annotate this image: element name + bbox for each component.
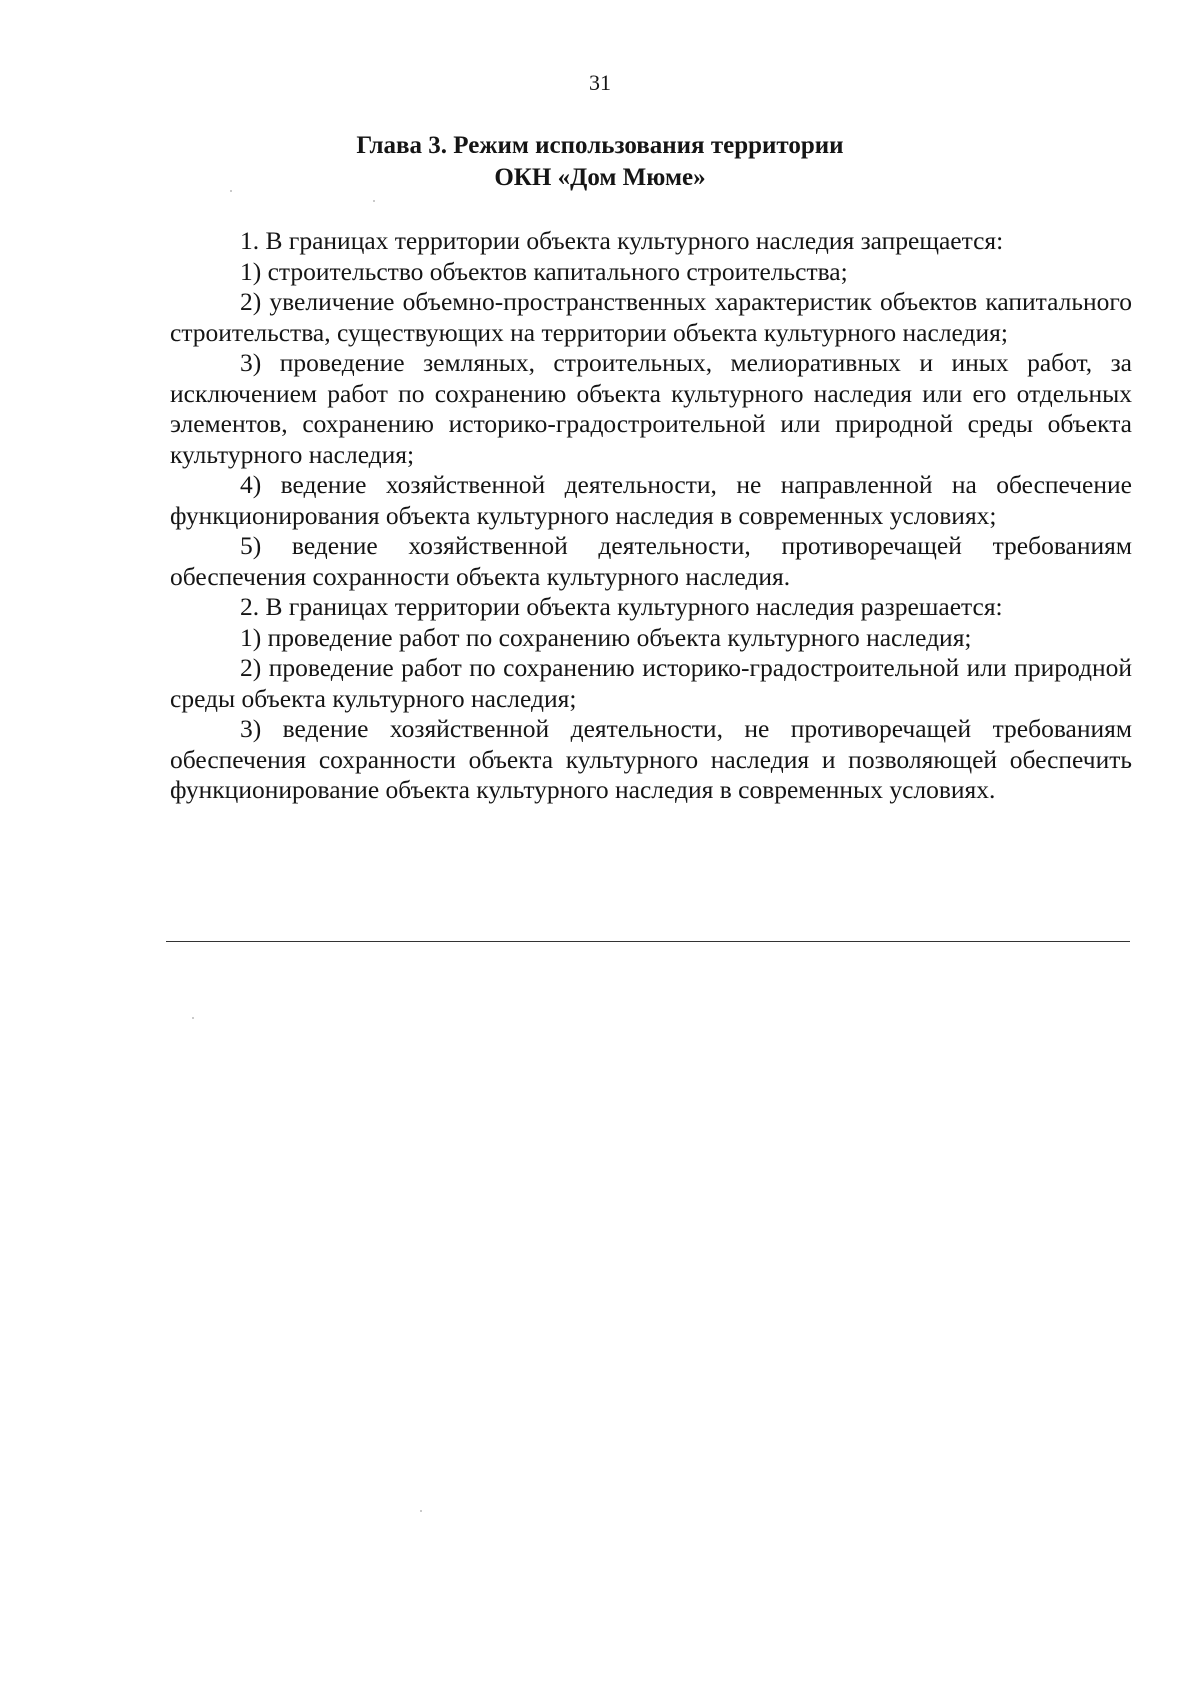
page-number: 31 (589, 70, 611, 95)
paragraph-allowed-intro: 2. В границах территории объекта культурного наследия разрешается: (240, 592, 1003, 621)
paragraph-prohibited-item-1: 1) строительство объектов капитального строительства; (240, 256, 848, 286)
paragraph-allowed-item-3: 3) ведение хозяйственной деятельности, не противоречащей требованиям обеспечения сохранности объекта культурного наследия и позволяющей обеспечить функционирование объекта культурного наследия в современных условиях. (170, 714, 1132, 804)
chapter-title-line-1: Глава 3. Режим использования территории (356, 132, 844, 159)
chapter-title-line-2: ОКН «Дом Мюме» (494, 164, 706, 191)
body-text (170, 226, 1132, 806)
paragraph-allowed-item-1: 1) проведение работ по сохранению объекта культурного наследия; (240, 622, 972, 652)
scan-speck (230, 190, 232, 192)
scan-speck (192, 1017, 194, 1019)
paragraph-prohibited-item-4: 4) ведение хозяйственной деятельности, не направленной на обеспечение функционирования объекта культурного наследия в современных условиях; (170, 470, 1132, 530)
paragraph-prohibited-item-3: 3) проведение земляных, строительных, мелиоративных и иных работ, за исключением работ по сохранению объекта культурного наследия или его отдельных элементов, сохранению историко-градостроительной или природной среды объекта культурного наследия; (170, 348, 1132, 469)
paragraph-prohibited-item-2: 2) увеличение объемно-пространственных характеристик объектов капитального строительства, существующих на территории объекта культурного наследия; (170, 287, 1132, 347)
chapter-title (0, 130, 1200, 194)
paragraph-prohibited-intro: 1. В границах территории объекта культурного наследия запрещается: (240, 226, 1004, 255)
scan-speck (420, 1510, 422, 1512)
end-of-text-rule (166, 941, 1130, 942)
paragraph-prohibited-item-5: 5) ведение хозяйственной деятельности, противоречащей требованиям обеспечения сохранности объекта культурного наследия. (170, 531, 1132, 591)
paragraph-allowed-item-2: 2) проведение работ по сохранению историко-градостроительной или природной среды объекта культурного наследия; (170, 653, 1132, 713)
scan-speck (373, 200, 375, 202)
